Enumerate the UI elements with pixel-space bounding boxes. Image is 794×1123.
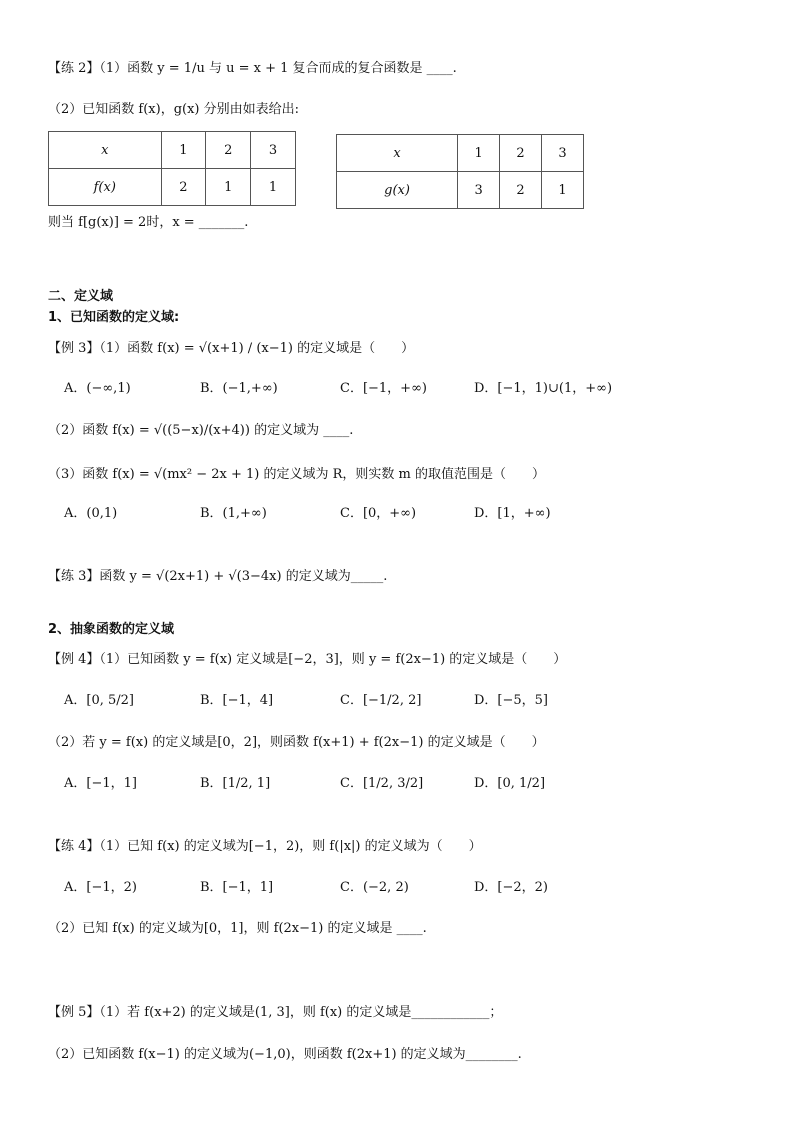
table-row [49,132,296,169]
option-c: C．[1/2, 3/2] [340,776,424,791]
lian2-question-1: 【练 2】（1）函数 y = 1/u 与 u = x + 1 复合而成的复合函数是 ____. [48,61,457,76]
option-c: C．[−1，+∞) [340,381,427,396]
option-a: A．[0, 5/2] [64,693,134,708]
subsection-title-2: 2、抽象函数的定义域 [48,622,175,637]
li4-question-1: 【例 4】（1）已知函数 y = f(x) 定义域是[−2，3]，则 y = f(2x−1) 的定义域是（ ） [48,652,567,667]
option-a: A．[−1，1] [64,776,137,791]
table-cell: 1 [161,132,206,169]
table-cell: x [337,135,458,172]
table-cell: 1 [206,169,251,206]
lian4-question-1: 【练 4】（1）已知 f(x) 的定义域为[−1，2)，则 f(|x|) 的定义域为（ ） [48,839,482,854]
table-row [337,172,584,209]
li4-q1-options [64,691,764,711]
subsection-title-1: 1、已知函数的定义域: [48,310,180,325]
table-cell: 2 [206,132,251,169]
option-b: B．[−1，4] [200,693,274,708]
option-c: C．(−2, 2) [340,880,409,895]
table-cell: 1 [458,135,500,172]
table-cell: 2 [500,135,542,172]
li3-q3-options [64,504,764,524]
li5-question-2: （2）已知函数 f(x−1) 的定义域为(−1,0)，则函数 f(2x+1) 的定义域为________. [48,1047,522,1062]
section-title: 二、定义域 [48,289,114,304]
lian2-question-2: （2）已知函数 f(x)，g(x) 分别由如表给出: [48,102,299,117]
table-cell: g(x) [337,172,458,209]
lian4-question-2: （2）已知 f(x) 的定义域为[0，1]，则 f(2x−1) 的定义域是 ____. [48,921,427,936]
lian3-question: 【练 3】函数 y = √(2x+1) + √(3−4x) 的定义域为_____. [48,569,388,584]
table-cell: 1 [542,172,584,209]
table-f [48,131,296,206]
table-g [336,134,584,209]
li5-question-1: 【例 5】（1）若 f(x+2) 的定义域是(1, 3]，则 f(x) 的定义域是____________； [48,1005,503,1020]
option-c: C．[−1/2, 2] [340,693,422,708]
option-d: D．[−1，1)∪(1，+∞) [474,381,613,396]
li3-question-3: （3）函数 f(x) = √(mx² − 2x + 1) 的定义域为 R，则实数 m 的取值范围是（ ） [48,467,545,482]
table-row [49,169,296,206]
table-cell: x [49,132,162,169]
option-d: D．[0, 1/2] [474,776,546,791]
li4-question-2: （2）若 y = f(x) 的定义域是[0，2]，则函数 f(x+1) + f(2x−1) 的定义域是（ ） [48,735,545,750]
lian4-q1-options [64,878,764,898]
li3-q1-options [64,379,764,399]
table-cell: f(x) [49,169,162,206]
option-b: B．(−1,+∞) [200,381,278,396]
option-d: D．[−2，2) [474,880,549,895]
li3-question-1: 【例 3】（1）函数 f(x) = √(x+1) / (x−1) 的定义域是（ ） [48,341,415,356]
table-row [337,135,584,172]
option-a: A．(0,1) [64,506,118,521]
option-b: B．(1,+∞) [200,506,267,521]
option-c: C．[0，+∞) [340,506,417,521]
option-a: A．(−∞,1) [64,381,131,396]
table-cell: 3 [542,135,584,172]
table-cell: 2 [161,169,206,206]
li3-question-2: （2）函数 f(x) = √((5−x)/(x+4)) 的定义域为 ____. [48,423,354,438]
option-a: A．[−1，2) [64,880,137,895]
table-cell: 2 [500,172,542,209]
table-cell: 3 [458,172,500,209]
li4-q2-options [64,774,764,794]
option-b: B．[1/2, 1] [200,776,271,791]
table-cell: 1 [251,169,296,206]
lian2-question-2-end: 则当 f[g(x)] = 2时，x = _______. [48,215,249,230]
option-d: D．[1，+∞) [474,506,551,521]
option-d: D．[−5，5] [474,693,549,708]
table-cell: 3 [251,132,296,169]
option-b: B．[−1，1] [200,880,274,895]
